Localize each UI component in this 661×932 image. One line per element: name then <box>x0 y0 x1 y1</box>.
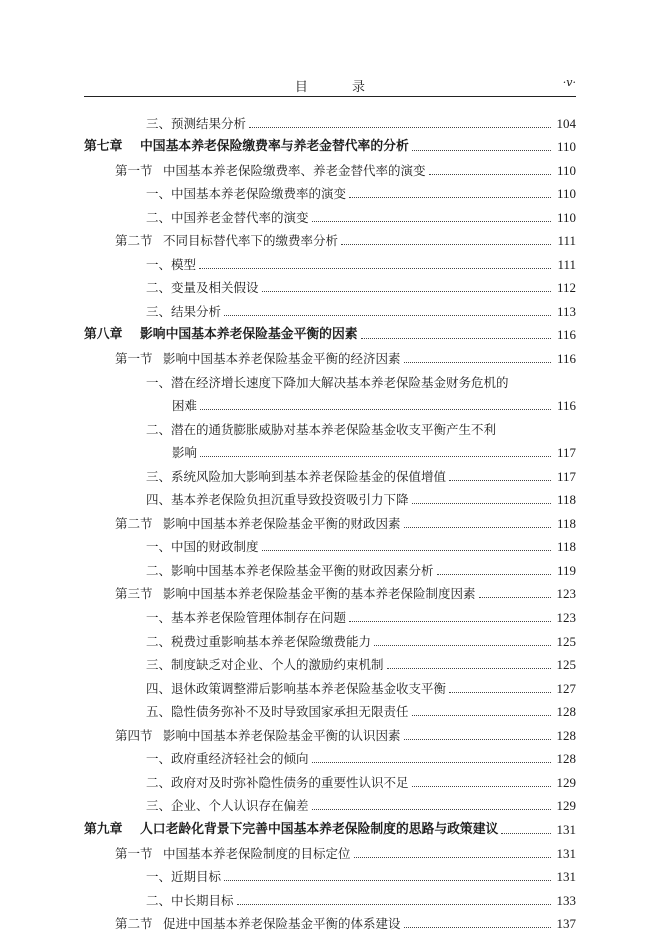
toc-entry-title: 一、中国的财政制度 <box>146 539 259 555</box>
toc-entry[interactable] <box>84 744 576 768</box>
toc-entry-title: 影响 <box>172 445 198 461</box>
toc-entry[interactable] <box>84 367 576 391</box>
toc-page-number: 128 <box>556 751 576 767</box>
toc-entry-title: 一、潜在经济增长速度下降加大解决基本养老保险基金财务危机的 <box>146 374 509 390</box>
toc-entry-label: 第一节 <box>115 162 153 178</box>
dot-leader <box>479 597 551 598</box>
dot-leader <box>501 833 551 834</box>
toc-page-number: 125 <box>556 633 576 649</box>
header-rule <box>84 96 576 97</box>
toc-entry[interactable] <box>84 814 576 838</box>
toc-entry[interactable] <box>84 108 576 132</box>
dot-leader <box>312 809 551 810</box>
dot-leader <box>199 268 551 269</box>
toc-entry-title: 一、近期目标 <box>146 869 222 885</box>
toc-entry-label: 第九章 <box>84 821 123 837</box>
toc-page-number: 116 <box>556 398 576 414</box>
toc-entry-label: 第八章 <box>84 327 123 343</box>
toc-entry-title: 五、隐性债务弥补不及时导致国家承担无限责任 <box>146 704 409 720</box>
toc-entry-title: 中国基本养老保险制度的目标定位 <box>163 845 351 861</box>
table-of-contents <box>84 108 576 932</box>
toc-entry-title: 三、结果分析 <box>146 303 222 319</box>
toc-entry[interactable] <box>84 673 576 697</box>
toc-page-number: 110 <box>556 209 576 225</box>
toc-entry-title: 影响中国基本养老保险基金平衡的经济因素 <box>163 351 401 367</box>
dot-leader <box>341 244 551 245</box>
header-page-numeral: ·v· <box>562 76 576 89</box>
toc-entry[interactable] <box>84 885 576 909</box>
toc-entry[interactable] <box>84 485 576 509</box>
dot-leader <box>374 645 551 646</box>
toc-page-number: 137 <box>556 916 576 932</box>
toc-entry-title: 影响中国基本养老保险基金平衡的认识因素 <box>163 727 401 743</box>
toc-page-number: 110 <box>556 162 576 178</box>
toc-page-number: 119 <box>556 562 576 578</box>
toc-entry[interactable] <box>84 650 576 674</box>
running-header <box>84 76 576 94</box>
toc-entry-title: 影响中国基本养老保险基金平衡的财政因素 <box>163 515 401 531</box>
toc-page-number: 118 <box>556 515 576 531</box>
toc-entry[interactable] <box>84 720 576 744</box>
toc-entry-title: 二、政府对及时弥补隐性债务的重要性认识不足 <box>146 774 409 790</box>
toc-entry[interactable] <box>84 132 576 156</box>
dot-leader <box>387 668 551 669</box>
toc-entry[interactable] <box>84 791 576 815</box>
toc-page-number: 111 <box>557 233 576 249</box>
toc-page-number: 129 <box>556 798 576 814</box>
toc-entry[interactable] <box>84 320 576 344</box>
toc-entry[interactable] <box>84 179 576 203</box>
dot-leader <box>412 715 551 716</box>
toc-page-number: 128 <box>556 704 576 720</box>
toc-entry[interactable] <box>84 202 576 226</box>
dot-leader <box>412 503 551 504</box>
dot-leader <box>437 574 551 575</box>
toc-entry[interactable] <box>84 602 576 626</box>
toc-entry[interactable] <box>84 226 576 250</box>
toc-entry[interactable] <box>84 579 576 603</box>
toc-entry-title: 一、模型 <box>146 256 197 272</box>
toc-entry[interactable] <box>84 155 576 179</box>
toc-entry-label: 第一节 <box>115 845 153 861</box>
dot-leader <box>404 927 551 928</box>
dot-leader <box>404 739 551 740</box>
toc-page-number: 131 <box>556 845 576 861</box>
toc-page-number: 131 <box>556 821 576 837</box>
dot-leader <box>224 880 551 881</box>
toc-page-number: 128 <box>556 727 576 743</box>
toc-entry-title: 一、中国基本养老保险缴费率的演变 <box>146 186 347 202</box>
dot-leader <box>349 197 551 198</box>
dot-leader <box>449 480 551 481</box>
toc-entry-title: 三、企业、个人认识存在偏差 <box>146 798 309 814</box>
dot-leader <box>361 338 551 339</box>
toc-page-number: 123 <box>556 586 576 602</box>
toc-entry[interactable] <box>84 438 576 462</box>
dot-leader <box>312 762 551 763</box>
toc-entry[interactable] <box>84 532 576 556</box>
toc-entry-title: 困难 <box>172 398 198 414</box>
dot-leader <box>404 362 551 363</box>
toc-entry-title: 二、潜在的通货膨胀威胁对基本养老保险基金收支平衡产生不利 <box>146 421 497 437</box>
toc-entry-title: 影响中国基本养老保险基金平衡的基本养老保险制度因素 <box>163 586 476 602</box>
toc-entry[interactable] <box>84 296 576 320</box>
toc-entry-title: 一、基本养老保险管理体制存在问题 <box>146 610 347 626</box>
toc-entry[interactable] <box>84 555 576 579</box>
toc-entry-title: 四、退休政策调整滞后影响基本养老保险基金收支平衡 <box>146 680 447 696</box>
toc-page-number: 127 <box>556 680 576 696</box>
toc-entry-title: 三、预测结果分析 <box>146 115 247 131</box>
toc-entry-label: 第七章 <box>84 139 123 155</box>
toc-entry[interactable] <box>84 767 576 791</box>
toc-page-number: 125 <box>556 657 576 673</box>
toc-entry[interactable] <box>84 697 576 721</box>
toc-page-number: 129 <box>556 774 576 790</box>
dot-leader <box>449 692 551 693</box>
dot-leader <box>404 527 551 528</box>
toc-page-number: 117 <box>556 445 576 461</box>
toc-page-number: 110 <box>556 139 576 155</box>
dot-leader <box>224 315 551 316</box>
toc-entry-title: 二、税费过重影响基本养老保险缴费能力 <box>146 633 372 649</box>
toc-entry-title: 不同目标替代率下的缴费率分析 <box>163 233 339 249</box>
toc-page-number: 131 <box>556 869 576 885</box>
toc-page-number: 111 <box>557 256 576 272</box>
toc-page-number: 116 <box>556 351 576 367</box>
toc-entry[interactable] <box>84 626 576 650</box>
dot-leader <box>429 174 551 175</box>
toc-entry[interactable] <box>84 273 576 297</box>
toc-entry[interactable] <box>84 249 576 273</box>
toc-entry-title: 二、中国养老金替代率的演变 <box>146 209 309 225</box>
toc-entry[interactable] <box>84 909 576 932</box>
toc-page-number: 118 <box>556 539 576 555</box>
toc-page-number: 104 <box>556 115 576 131</box>
toc-entry-title: 促进中国基本养老保险基金平衡的体系建设 <box>163 916 401 932</box>
toc-page-number: 117 <box>556 468 576 484</box>
dot-leader <box>412 150 551 151</box>
toc-page-number: 116 <box>556 327 576 343</box>
dot-leader <box>249 127 551 128</box>
toc-page-number: 113 <box>556 303 576 319</box>
dot-leader <box>200 409 551 410</box>
toc-entry-title: 影响中国基本养老保险基金平衡的因素 <box>140 327 358 343</box>
toc-entry[interactable] <box>84 461 576 485</box>
dot-leader <box>349 621 551 622</box>
toc-entry-title: 中国基本养老保险缴费率与养老金替代率的分析 <box>140 139 409 155</box>
toc-entry-title: 三、系统风险加大影响到基本养老保险基金的保值增值 <box>146 468 447 484</box>
toc-entry-title: 人口老龄化背景下完善中国基本养老保险制度的思路与政策建议 <box>140 821 499 837</box>
toc-entry-title: 二、影响中国基本养老保险基金平衡的财政因素分析 <box>146 562 434 578</box>
toc-entry-title: 二、变量及相关假设 <box>146 280 259 296</box>
toc-entry-title: 四、基本养老保险负担沉重导致投资吸引力下降 <box>146 492 409 508</box>
toc-entry[interactable] <box>84 343 576 367</box>
toc-entry[interactable] <box>84 862 576 886</box>
dot-leader <box>237 904 551 905</box>
toc-entry-title: 三、制度缺乏对企业、个人的激励约束机制 <box>146 657 384 673</box>
toc-page-number: 110 <box>556 186 576 202</box>
dot-leader <box>262 550 551 551</box>
dot-leader <box>312 221 551 222</box>
toc-entry[interactable] <box>84 414 576 438</box>
toc-entry-label: 第一节 <box>115 351 153 367</box>
dot-leader <box>262 291 551 292</box>
toc-entry-title: 中国基本养老保险缴费率、养老金替代率的演变 <box>163 162 426 178</box>
toc-page-number: 112 <box>556 280 576 296</box>
toc-entry[interactable] <box>84 508 576 532</box>
dot-leader <box>200 456 551 457</box>
toc-page-number: 133 <box>556 892 576 908</box>
toc-entry-label: 第三节 <box>115 586 153 602</box>
toc-page-number: 123 <box>556 610 576 626</box>
toc-entry-label: 第二节 <box>115 515 153 531</box>
toc-page-number: 118 <box>556 492 576 508</box>
toc-entry-label: 第二节 <box>115 233 153 249</box>
dot-leader <box>412 786 551 787</box>
toc-entry[interactable] <box>84 838 576 862</box>
dot-leader <box>354 857 551 858</box>
toc-entry-title: 二、中长期目标 <box>146 892 234 908</box>
toc-entry-label: 第四节 <box>115 727 153 743</box>
toc-entry[interactable] <box>84 391 576 415</box>
header-title: 目 录 <box>294 80 386 95</box>
toc-entry-label: 第二节 <box>115 916 153 932</box>
toc-entry-title: 一、政府重经济轻社会的倾向 <box>146 751 309 767</box>
